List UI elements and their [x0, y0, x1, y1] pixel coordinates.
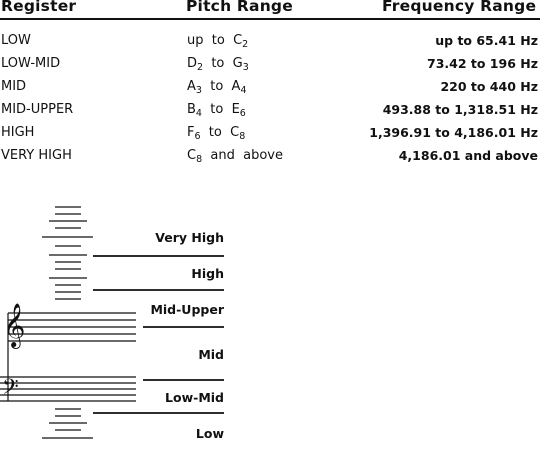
- pitch-start: C: [187, 148, 197, 163]
- pitch-start: A: [187, 79, 196, 94]
- register-name: MID: [1, 79, 27, 94]
- frequency-range: up to 65.41 Hz: [435, 33, 538, 48]
- pitch-sep: to: [208, 125, 222, 140]
- pitch-start: F: [187, 125, 195, 140]
- ledger-lines-top: [42, 207, 93, 299]
- pitch-start-octave: 3: [195, 85, 202, 96]
- label-low-mid: Low-Mid: [165, 390, 224, 405]
- bass-staff: [0, 377, 136, 401]
- pitch-end: above: [243, 148, 283, 163]
- header-pitch-range: Pitch Range: [186, 0, 293, 15]
- label-high: High: [191, 266, 224, 281]
- pitch-sep: to: [210, 79, 224, 94]
- register-name: HIGH: [1, 125, 35, 140]
- frequency-range: 1,396.91 to 4,186.01 Hz: [369, 125, 538, 140]
- frequency-range: 493.88 to 1,318.51 Hz: [382, 102, 538, 117]
- pitch-start: up: [187, 33, 204, 48]
- pitch-end: C: [233, 33, 243, 48]
- pitch-end: A: [231, 79, 241, 94]
- pitch-sep: to: [210, 102, 224, 117]
- register-name: LOW-MID: [1, 56, 61, 71]
- treble-clef-icon: 𝄞: [3, 303, 26, 347]
- pitch-start-octave: 8: [196, 154, 203, 165]
- pitch-start: D: [187, 56, 198, 71]
- pitch-end-octave: 2: [242, 39, 249, 50]
- register-name: LOW: [1, 33, 31, 48]
- label-low: Low: [195, 426, 224, 441]
- pitch-start: B: [187, 102, 196, 117]
- label-mid: Mid: [198, 347, 224, 362]
- treble-staff: [8, 313, 136, 341]
- frequency-range: 220 to 440 Hz: [440, 79, 538, 94]
- pitch-end-octave: 3: [242, 62, 249, 73]
- pitch-start-octave: 2: [197, 62, 204, 73]
- pitch-end: G: [232, 56, 243, 71]
- pitch-sep: to: [211, 56, 225, 71]
- pitch-sep: to: [211, 33, 225, 48]
- label-mid-upper: Mid-Upper: [150, 302, 224, 317]
- pitch-end-octave: 6: [239, 108, 246, 119]
- ledger-lines-bottom: [42, 409, 93, 438]
- frequency-range: 73.42 to 196 Hz: [427, 56, 538, 71]
- frequency-range: 4,186.01 and above: [398, 148, 538, 163]
- pitch-sep: and: [210, 148, 235, 163]
- header-frequency-range: Frequency Range: [382, 0, 537, 15]
- pitch-end: E: [231, 102, 240, 117]
- label-very-high: Very High: [155, 230, 224, 245]
- pitch-start-octave: 4: [195, 108, 202, 119]
- register-name: VERY HIGH: [1, 148, 72, 163]
- register-name: MID-UPPER: [1, 102, 74, 117]
- pitch-end-octave: 4: [240, 85, 247, 96]
- pitch-start-octave: 6: [194, 131, 201, 142]
- header-register: Register: [1, 0, 77, 15]
- bass-clef-icon: 𝄢: [2, 375, 19, 405]
- pitch-end: C: [230, 125, 240, 140]
- pitch-end-octave: 8: [239, 131, 246, 142]
